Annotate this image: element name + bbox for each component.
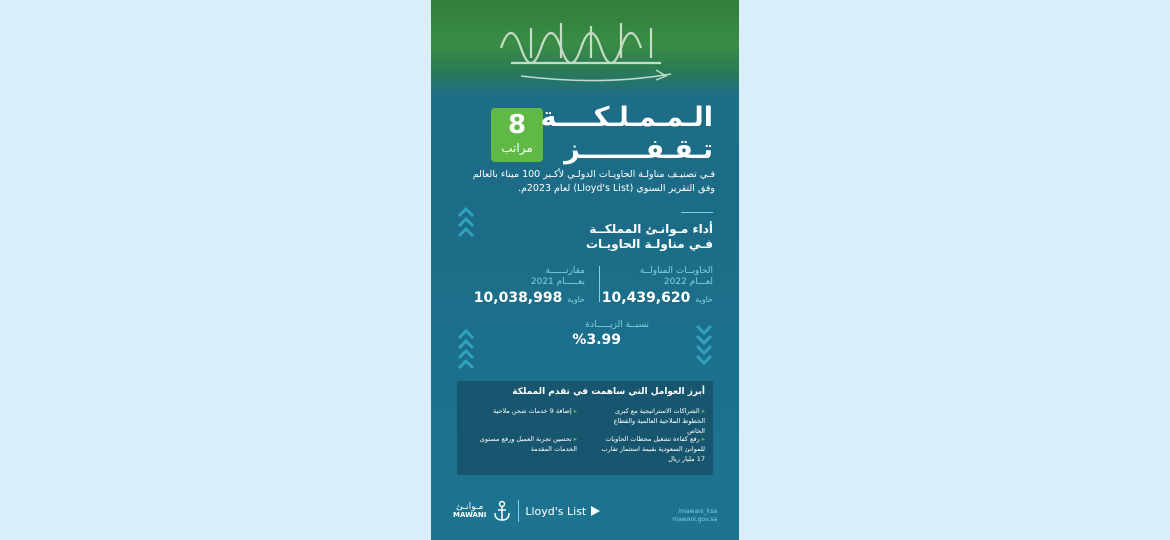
section-title bbox=[586, 222, 713, 252]
section-title-line2: فـي مناولـة الحاويـات bbox=[585, 237, 713, 251]
increase-value: %3.99 bbox=[572, 332, 621, 348]
factor-item bbox=[467, 406, 577, 416]
factor-item bbox=[595, 406, 705, 436]
mawani-latin: MAWANI bbox=[453, 511, 487, 519]
factors-title: أبرز العوامل التي ساهمت في تقدم المملكة bbox=[512, 387, 705, 397]
handled-label bbox=[640, 266, 713, 288]
handled-value bbox=[602, 290, 713, 306]
compare-label-line2: بعـــــام 2021 bbox=[530, 277, 585, 287]
factor-text: تحسين تجربة العميل ورفع مستوى الخدمات المقدمة bbox=[479, 435, 577, 453]
factors-panel bbox=[457, 381, 713, 475]
social-handle: /mawani_ksa bbox=[678, 508, 717, 515]
section-divider bbox=[681, 212, 713, 213]
handled-label-line2: لعـــام 2022 bbox=[663, 277, 713, 287]
handled-number: 10,439,620 bbox=[601, 290, 691, 306]
factor-item bbox=[467, 434, 577, 454]
factor-item bbox=[595, 434, 705, 464]
headline-jumps: تـقـفـــــــز bbox=[564, 134, 713, 165]
compare-label bbox=[531, 266, 585, 288]
chevrons-up-icon bbox=[457, 328, 475, 374]
mawani-logo bbox=[453, 503, 486, 519]
section-title-line1: أداء مـوانـئ المملكــة bbox=[589, 222, 713, 236]
footer-contact bbox=[672, 508, 717, 524]
factor-text: إضافة 9 خدمات شحن ملاحية bbox=[493, 407, 572, 415]
website-link: mawani.gov.sa bbox=[672, 516, 717, 523]
factor-text: رفع كفاءة تشغيل محطات الحاويات للموانئ السعودية بقيمة استثمار تقارب 17 مليار ريال bbox=[601, 435, 705, 463]
compare-value bbox=[474, 290, 585, 306]
handled-unit: حاوية bbox=[695, 295, 713, 304]
compare-unit: حاوية bbox=[567, 295, 585, 304]
lloyds-arrow-icon bbox=[589, 505, 601, 517]
bullet-icon: ▸ bbox=[701, 435, 705, 443]
chevrons-down-icon bbox=[695, 322, 713, 368]
footer-logos bbox=[453, 496, 601, 526]
ranks-badge bbox=[491, 108, 543, 162]
stats-divider bbox=[599, 266, 600, 302]
mawani-arabic: مـوانـئ bbox=[456, 502, 484, 512]
infographic-poster bbox=[431, 0, 739, 540]
factor-text: الشراكات الاستراتيجية مع كبرى الخطوط الملاحية العالمية والقطاع الخاص bbox=[613, 407, 705, 435]
increase-label: نسبــة الزيـــــادة bbox=[585, 320, 649, 330]
chevrons-up-icon bbox=[457, 206, 475, 242]
shahada-calligraphy-icon bbox=[471, 8, 701, 88]
handled-label-line1: الحاويــات المناولــة bbox=[639, 266, 713, 276]
bullet-icon: ▸ bbox=[573, 407, 577, 415]
compare-number: 10,038,998 bbox=[473, 290, 563, 306]
saudi-flag-banner bbox=[431, 0, 739, 96]
intro-text: فـي تصنيـف مناولـة الحاويـات الدولـي لأكـبر 100 ميناء بالعالم وفق التقرير السنوي (Lloyd's List) لعام 2023م. bbox=[472, 169, 715, 194]
anchor-icon bbox=[492, 500, 512, 522]
ranks-label: مراتب bbox=[501, 141, 533, 155]
headline-kingdom: الـمـمـلـكــــة bbox=[540, 102, 713, 133]
bullet-icon: ▸ bbox=[701, 407, 705, 415]
bullet-icon: ▸ bbox=[573, 435, 577, 443]
footer-separator bbox=[518, 500, 519, 522]
lloyds-list-logo: Lloyd's List bbox=[525, 504, 587, 518]
compare-label-line1: مقارنــــــة bbox=[545, 266, 585, 276]
ranks-number: 8 bbox=[507, 110, 527, 140]
